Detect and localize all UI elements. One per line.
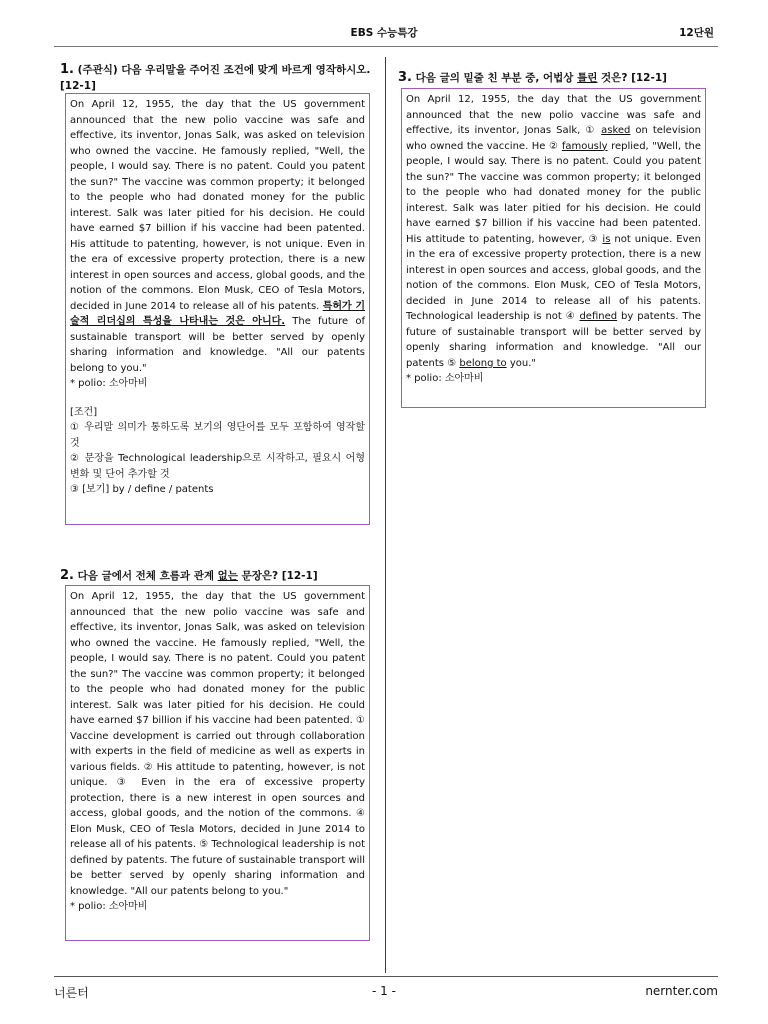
q1-passage — [70, 97, 365, 376]
q1-passage-box — [65, 93, 370, 525]
q1-condition-3: ③ [보기] by / define / patents — [70, 484, 214, 495]
q3-text-2: on television who owned the vaccine. He ② — [406, 125, 701, 152]
q3-text-3: replied, "Well, the people, I would say. There is no patent. Could you patent the sun?" The vaccine was common property; it belonged to the people who had donated money for the public interest. Salk was later pitied for his decision. He could have earned $7 billion if his vaccine had been patented. His attitude to patenting, however, ③ — [406, 140, 701, 245]
q2-passage: On April 12, 1955, the day that the US government announced that the new polio vaccine was safe and effective, its inventor, Jonas Salk, was asked on television who owned the vaccine. He famously replied, "Well, the people, I would say. There is no patent. Could you patent the sun?" The vaccine was common property; it belonged to the people who had donated money for the public interest. Salk was later pitied for his decision. He could have earned $7 billion if his vaccine had been patented. ① Vaccine development is carried out through collaboration with experts in the field of medicine as well as experts in various fields. ② His attitude to patenting, however, is not unique. ③ Even in the era of excessive property protection, there is a new interest in open sources and access, global goods, and the notion of the commons. ④ Elon Musk, CEO of Tesla Motors, decided in June 2014 to release all of his patents. ⑤ Technological leadership is not defined by patents. The future of sustainable transport will be better served by openly sharing information and knowledge. "All our patents belong to you." — [70, 591, 365, 897]
q3-passage — [406, 92, 701, 371]
q1-condition-2: ② 문장을 Technological leadership으로 시작하고, 필요시 어형 변화 및 단어 추가할 것 — [70, 453, 365, 480]
q3-number: 3. — [398, 70, 412, 85]
q3-text-5: by patents. The future of sustainable transport will be better served by openly sharing information and knowledge. "All our patents ⑤ — [406, 311, 701, 369]
q3-prompt-underlined: 틀린 — [577, 72, 598, 84]
q3-footnote: * polio: 소아마비 — [406, 373, 484, 384]
q3-text-4: not unique. Even in the era of excessive property protection, there is a new interest in open sources and access, global goods, and the notion of the commons. Elon Musk, CEO of Tesla Motors, decided in June 2014 to release all of his patents. Technological leadership is not ④ — [406, 233, 701, 322]
header-title: EBS 수능특강 — [350, 27, 418, 39]
q3-underlined-3: is — [602, 233, 611, 245]
q1-passage-b: The future of sustainable transport will be better served by openly sharing information and knowledge. "All our patents belong to you." — [70, 316, 365, 374]
q1-condition-1: ① 우리말 의미가 통하도록 보기의 영단어를 모두 포함하여 영작할 것 — [70, 422, 365, 449]
q2-prompt-end: 문장은? [12-1] — [237, 570, 318, 582]
q3-passage-box — [401, 88, 706, 408]
q1-korean-sentence: 특허가 기술적 리더십의 특성을 나타내는 것은 아니다. — [70, 300, 365, 327]
footer-divider — [54, 976, 718, 977]
q1-prompt — [60, 62, 372, 94]
q2-footnote: * polio: 소아마비 — [70, 901, 148, 912]
q3-underlined-5: belong to — [459, 357, 507, 369]
header-unit: 12단원 — [679, 27, 714, 39]
footer-website: nernter.com — [645, 984, 718, 998]
q2-prompt-underlined: 없는 — [217, 570, 238, 582]
q1-prompt-text: (주관식) 다음 우리말을 주어진 조건에 맞게 바르게 영작하시오. [12-1] — [60, 64, 371, 92]
q3-text-1: On April 12, 1955, the day that the US government announced that the new polio vaccine was safe and effective, its inventor, Jonas Salk, ① — [406, 94, 701, 136]
q2-passage-box — [65, 585, 370, 941]
footer-publisher: 너른터 — [54, 986, 89, 1000]
q3-text-6: you." — [506, 357, 536, 369]
q2-prompt-text: 다음 글에서 전체 흐름과 관계 — [77, 570, 218, 582]
page-number: - 1 - — [372, 984, 396, 998]
q3-underlined-2: famously — [561, 140, 608, 152]
q3-prompt — [398, 70, 716, 86]
q3-prompt-end: 것은? [12-1] — [597, 72, 667, 84]
q3-prompt-text: 다음 글의 밑줄 친 부분 중, 어법상 — [415, 72, 578, 84]
q3-underlined-1: asked — [601, 125, 631, 136]
header-divider — [54, 46, 718, 47]
q1-passage-a: On April 12, 1955, the day that the US government announced that the new polio vaccine was safe and effective, its inventor, Jonas Salk, was asked on television who owned the vaccine. He famously replied, "Well, the people, I would say. There is no patent. Could you patent the sun?" The vaccine was common property; it belonged to the people who had donated money for the public interest. Salk was later pitied for his decision. He could have earned $7 billion if his vaccine had been patented. His attitude to patenting, however, is not unique. Even in the era of excessive property protection, there is a new interest in open sources and access, global goods, and the notion of the commons. Elon Musk, CEO of Tesla Motors, decided in June 2014 to release all of his patents. — [70, 99, 365, 312]
q3-underlined-4: defined — [579, 311, 618, 322]
q1-footnote: * polio: 소아마비 — [70, 378, 148, 389]
q2-prompt — [60, 568, 375, 584]
q1-conditions-title: [조건] — [70, 406, 98, 418]
q2-number: 2. — [60, 568, 74, 583]
column-divider — [385, 57, 386, 973]
q1-number: 1. — [60, 62, 74, 77]
